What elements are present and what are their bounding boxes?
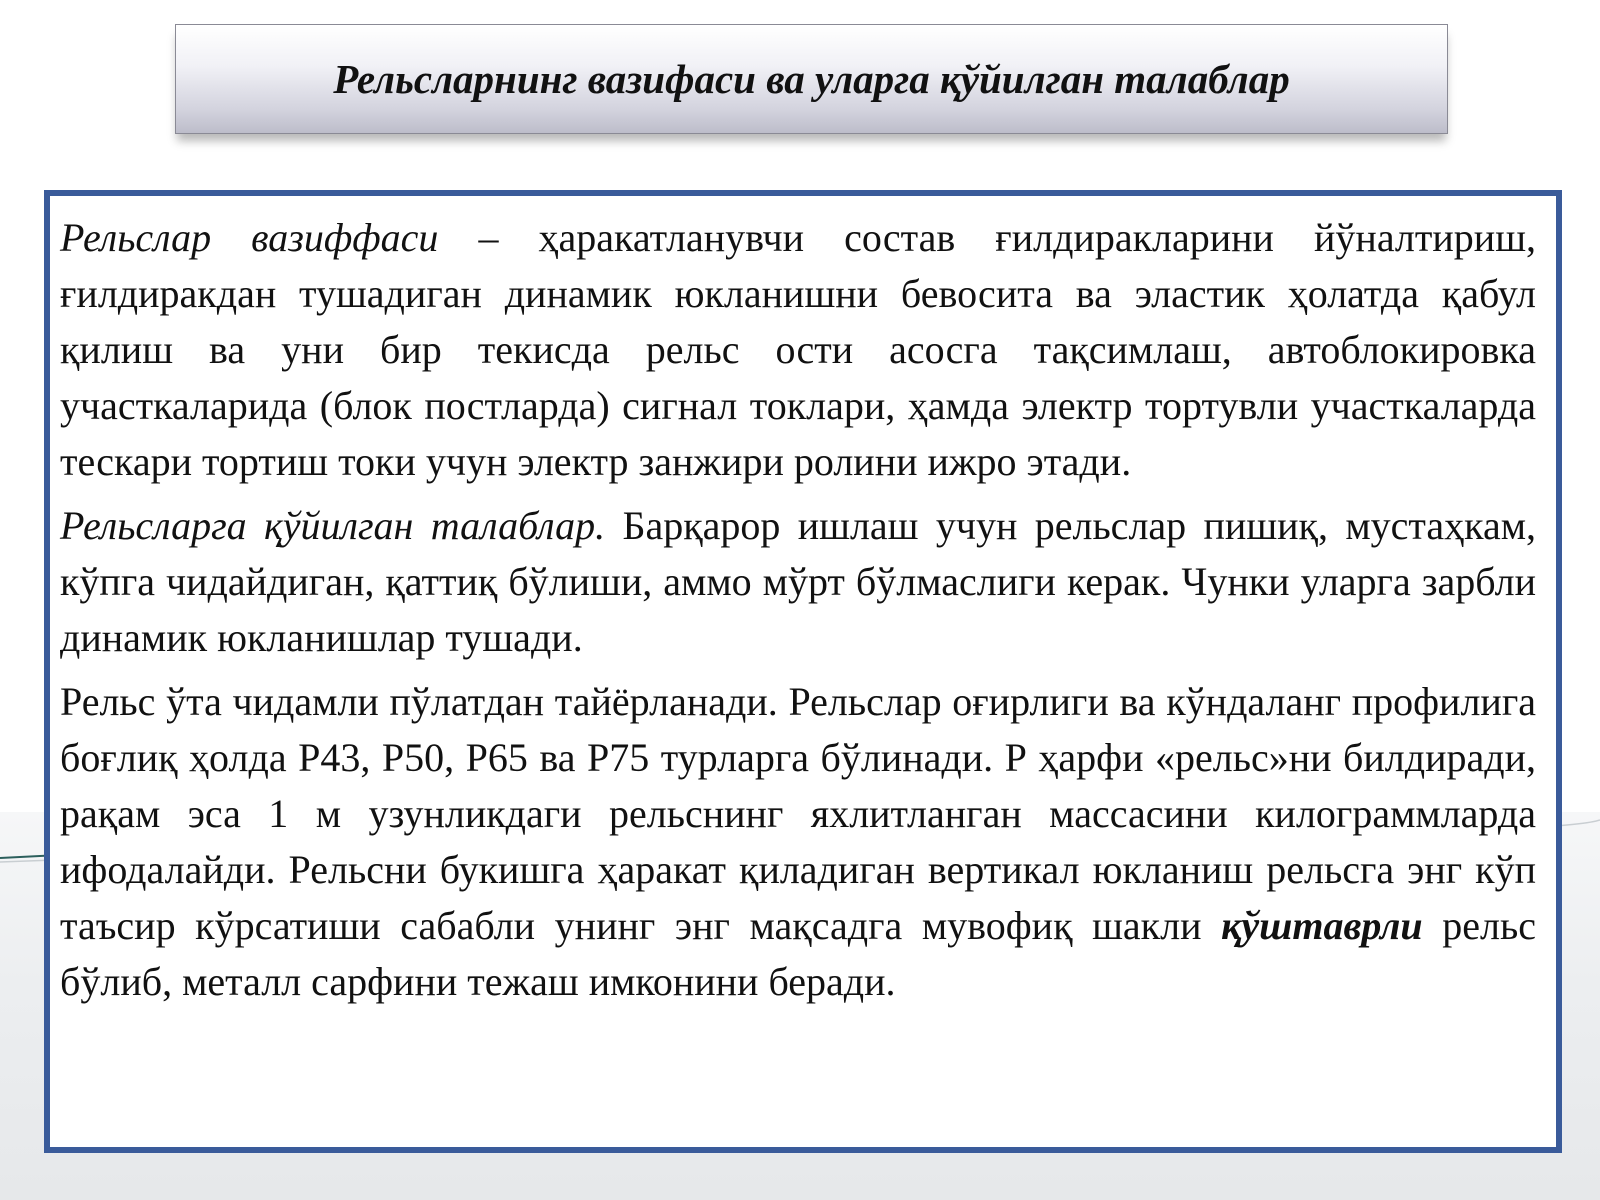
paragraph-rail-requirements — [60, 498, 1536, 666]
content-frame — [44, 190, 1562, 1153]
paragraph-text: Барқарор ишлаш учун рельслар пишиқ, мустаҳкам, кўпга чидайдиган, қаттиқ бўлиши, аммо мўрт бўлмаслиги керак. Чунки уларга зарбли динамик юкланишлар тушади. — [60, 503, 1537, 660]
paragraph-rail-types — [60, 674, 1536, 1010]
paragraph-lead: Рельсларга қўйилган талаблар. — [60, 503, 606, 548]
paragraph-rail-function — [60, 210, 1536, 490]
slide-title-box — [175, 24, 1448, 134]
paragraph-text: Рельс ўта чидамли пўлатдан тайёрланади. Рельслар оғирлиги ва кўндаланг профилига боғлиқ ҳолда Р43, Р50, Р65 ва Р75 турларга бўлинади. Р ҳарфи «рельс»ни билдиради, рақам эса 1 м узунликдаги рельснинг яхлитланган массасини килограммларда ифодалайди. Рельсни букишга ҳаракат қиладиган вертикал юкланиш рельсга энг кўп таъсир кўрсатиши сабабли унинг энг мақсадга мувофиқ шакли — [60, 679, 1536, 948]
paragraph-text-end: рельс бўлиб, металл сарфини тежаш имконини беради. — [60, 903, 1536, 1004]
paragraph-text: – ҳаракатланувчи состав ғилдиракларини йўналтириш, ғилдиракдан тушадиган динамик юкланишни бевосита ва эластик ҳолатда қабул қилиш ва уни бир текисда рельс ости асосга тақсимлаш, автоблокировка участкаларида (блок постларда) сигнал токлари, ҳамда электр тортувли участкаларда тескари тортиш токи учун электр занжири ролини ижро этади. — [60, 215, 1536, 484]
slide-title: Рельсларнинг вазифаси ва уларга қўйилган талаблар — [333, 56, 1290, 102]
paragraph-lead: Рельслар вазиффаси — [60, 215, 439, 260]
emphasis-term: қўштаврли — [1221, 903, 1423, 948]
